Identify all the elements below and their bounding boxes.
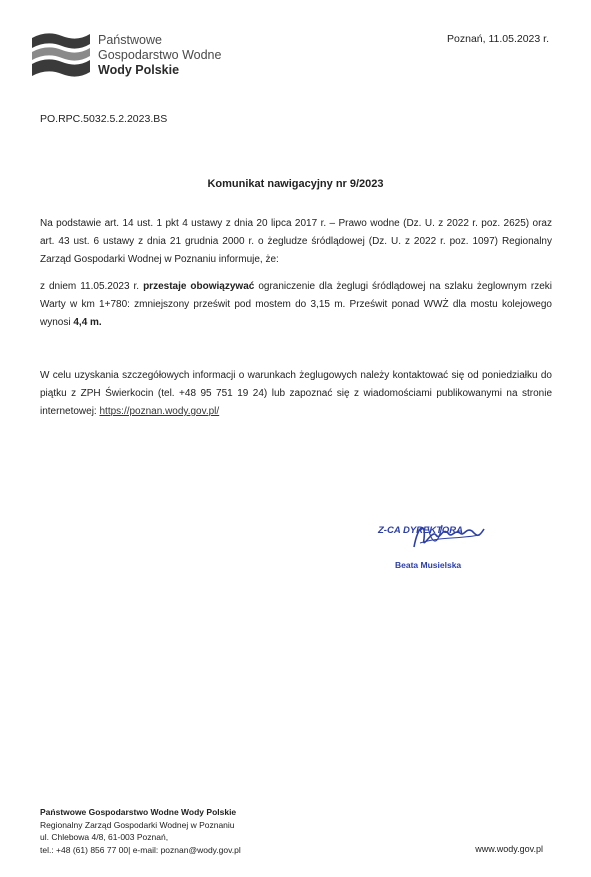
footer-regional-office: Regionalny Zarząd Gospodarki Wodnej w Poznaniu [40, 819, 235, 830]
announcement-bold-1: przestaje obowiązywać [143, 281, 255, 292]
org-name-line2: Gospodarstwo Wodne [98, 48, 222, 62]
website-link[interactable]: https://poznan.wody.gov.pl/ [99, 406, 220, 417]
announcement-bold-2: 4,4 m. [73, 317, 102, 328]
legal-basis-paragraph: Na podstawie art. 14 ust. 1 pkt 4 ustawy z dnia 20 lipca 2017 r. – Prawo wodne (Dz. U. z 2022 r. poz. 2625) oraz art. 43 ust. 6 ustawy z dnia 21 grudnia 2000 r. o żegludze śródlądowej (Dz. U. z 2022 r. poz. 1097) Regionalny Zarząd Gospodarki Wodnej w Poznaniu informuje, że: [40, 218, 552, 265]
wody-polskie-logo-icon [32, 32, 90, 80]
signatory-name: Beata Musielska [395, 560, 462, 570]
org-name-line1: Państwowe [98, 33, 162, 47]
handwritten-signature-icon [408, 517, 488, 557]
footer-org-name: Państwowe Gospodarstwo Wodne Wody Polskie [40, 807, 237, 817]
org-name-line3: Wody Polskie [98, 63, 180, 77]
document-title: Komunikat nawigacyjny nr 9/2023 [207, 178, 384, 190]
announcement-paragraph [40, 278, 552, 332]
footer-address [40, 806, 241, 856]
signature-block [378, 517, 498, 577]
announcement-text-2: ograniczenie dla żeglugi śródlądowej na szlaku żeglownym rzeki Warty w km 1+780: zmniejszony prześwit pod mostem do 3,15 m. Prześwit ponad WWŻ dla mostu kolejowego wynosi [40, 281, 552, 328]
footer-website[interactable]: www.wody.gov.pl [475, 844, 543, 854]
reference-number: PO.RPC.5032.5.2.2023.BS [40, 113, 168, 125]
document-date: Poznań, 11.05.2023 r. [447, 33, 549, 45]
footer-street: ul. Chlebowa 4/8, 61-003 Poznań, [40, 832, 169, 842]
footer-contact: tel.: +48 (61) 856 77 00| e-mail: poznan@wody.gov.pl [40, 844, 241, 855]
contact-paragraph [40, 367, 552, 421]
contact-text: W celu uzyskania szczegółowych informacji o warunkach żeglugowych należy kontaktować się od poniedziałku do piątku z ZPH Świerkocin (tel. +48 95 751 19 24) lub zapoznać się z wiadomościami publikowanymi na stronie internetowej: [40, 370, 552, 417]
announcement-text-1: z dniem 11.05.2023 r. [40, 281, 144, 292]
signature-title: Z-CA DYREKTORA [378, 525, 463, 536]
wody-polskie-logo [32, 32, 262, 82]
